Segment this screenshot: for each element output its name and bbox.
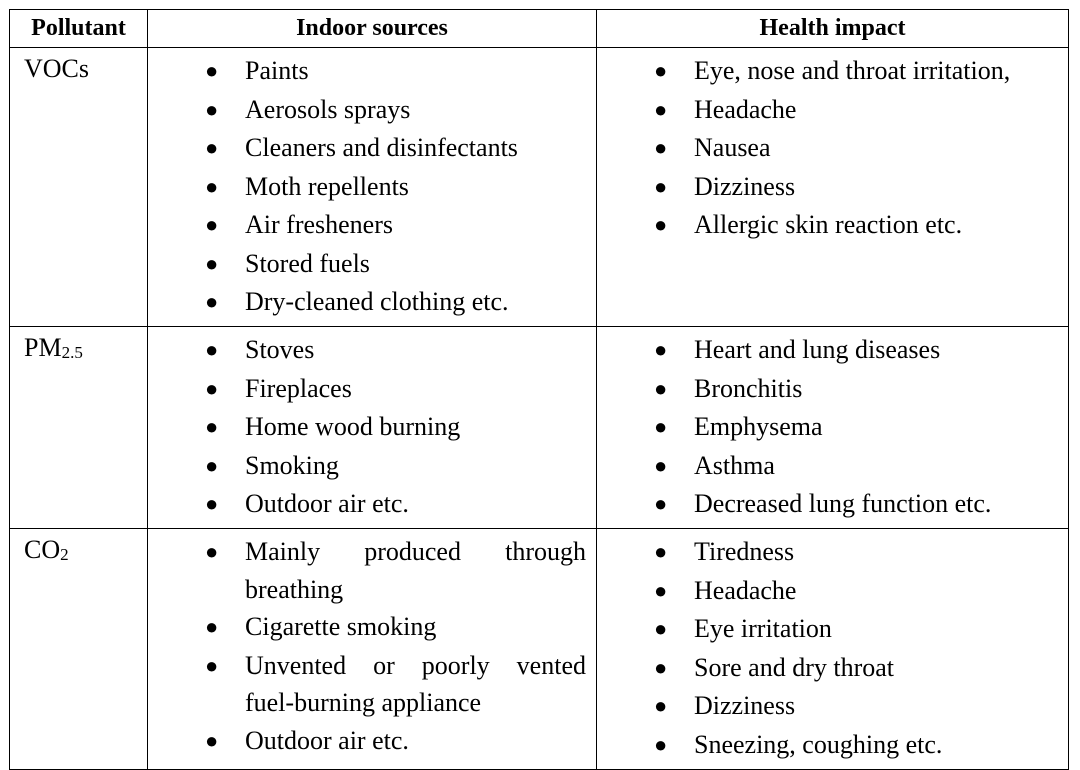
list-item-text: Smoking [245,450,339,480]
bullet-icon: ● [654,212,668,237]
bullet-icon: ● [654,539,668,564]
list-item-text: Bronchitis [694,373,803,403]
list-item [148,91,586,130]
bullet-icon: ● [205,614,219,639]
list-item [597,485,1058,524]
health-impact-cell [597,327,1069,529]
list-item-text: Heart and lung diseases [694,335,941,364]
list-item [597,129,1058,168]
list-item [597,447,1058,486]
list-item [597,331,1058,370]
list-item [148,206,586,245]
pollutant-label: VOCs [24,54,90,83]
bullet-icon: ● [205,727,219,753]
bullet-icon: ● [205,539,219,564]
pollutant-name [10,48,148,327]
bullet-icon: ● [205,212,219,237]
bullet-icon: ● [205,289,219,314]
row-co2 [10,529,1069,770]
pollutant-subscript: 2 [60,545,69,564]
list-item-text: Cigarette smoking [245,612,437,641]
list-item [597,726,1058,765]
bullet-icon: ● [205,173,219,199]
list-item [148,245,586,284]
list-item-text-line1: Unvented or poorly vented [245,650,586,680]
list-item-text: Nausea [694,133,771,162]
list-item [148,722,586,761]
list-item [597,206,1058,245]
list-item-text: Eye, nose and throat irritation, [694,56,1011,85]
list-item-text-line2: breathing [245,574,344,604]
bullet-icon: ● [654,452,668,478]
list-item [597,572,1058,611]
health-impact-cell-list [597,48,1068,249]
header-health-impact: Health impact [597,10,1069,48]
pollutant-subscript: 2.5 [61,343,83,362]
bullet-icon: ● [205,58,219,83]
indoor-sources-cell [148,48,597,327]
pollutant-name [10,327,148,529]
bullet-icon: ● [654,616,668,641]
list-item [148,168,586,207]
pollutant-label: PM [24,333,62,362]
list-item [148,283,586,322]
list-item-text: Sore and dry throat [694,652,895,682]
bullet-icon: ● [654,654,668,680]
list-item [148,52,586,91]
list-item-text: Paints [245,56,309,85]
bullet-icon: ● [205,250,219,276]
pollutant-table [9,9,1069,770]
bullet-icon: ● [205,96,219,122]
list-item-text: Moth repellents [245,171,409,201]
list-item [597,533,1058,572]
list-item-text: Headache [694,575,797,605]
list-item-text-line1: Mainly produced through [245,537,586,566]
bullet-icon: ● [205,135,219,160]
list-item [597,408,1058,447]
bullet-icon: ● [654,414,668,439]
bullet-icon: ● [654,337,668,362]
list-item [597,610,1058,649]
list-item [148,533,586,608]
list-item-text: Allergic skin reaction etc. [694,210,963,239]
list-item [148,129,586,168]
pollutant-label: CO [24,535,61,564]
header-indoor-sources: Indoor sources [148,10,597,48]
list-item-text: Headache [694,94,797,124]
indoor-sources-cell [148,529,597,770]
bullet-icon: ● [205,652,219,678]
list-item [148,370,586,409]
header-row [10,10,1069,48]
list-item [148,447,586,486]
list-item [148,408,586,447]
health-impact-cell [597,529,1069,770]
health-impact-cell [597,48,1069,327]
list-item [597,91,1058,130]
bullet-icon: ● [654,58,668,83]
pollutant-name [10,529,148,770]
list-item-text-line2: fuel-burning appliance [245,688,482,717]
list-item [148,485,586,524]
list-item [597,370,1058,409]
list-item-text: Eye irritation [694,614,832,643]
bullet-icon: ● [205,337,219,362]
bullet-icon: ● [205,375,219,401]
list-item-text: Fireplaces [245,373,352,403]
list-item [148,647,586,722]
bullet-icon: ● [654,135,668,160]
list-item-text: Air fresheners [245,210,393,239]
list-item-text: Tiredness [694,537,795,566]
bullet-icon: ● [205,452,219,478]
list-item-text: Sneezing, coughing etc. [694,729,943,759]
list-item-text: Outdoor air etc. [245,489,409,518]
list-item-text: Home wood burning [245,412,461,441]
health-impact-cell-list [597,327,1068,528]
list-item [597,52,1058,91]
indoor-sources-cell-list [148,48,596,326]
bullet-icon: ● [654,577,668,603]
list-item-text: Stoves [245,335,315,364]
bullet-icon: ● [205,414,219,439]
list-item-text: Aerosols sprays [245,94,411,124]
bullet-icon: ● [654,491,668,516]
list-item-text: Dry-cleaned clothing etc. [245,287,509,316]
list-item [148,608,586,647]
list-item-text: Cleaners and disinfectants [245,133,518,162]
indoor-sources-cell-list [148,327,596,528]
health-impact-cell-list [597,529,1068,768]
list-item [597,649,1058,688]
bullet-icon: ● [654,96,668,122]
list-item-text: Decreased lung function etc. [694,489,992,518]
list-item-text: Asthma [694,450,775,480]
header-pollutant: Pollutant [10,10,148,48]
list-item [148,331,586,370]
row-vocs [10,48,1069,327]
indoor-sources-cell [148,327,597,529]
table-body [10,48,1069,770]
row-pm25 [10,327,1069,529]
bullet-icon: ● [654,375,668,401]
list-item-text: Emphysema [694,412,823,441]
bullet-icon: ● [654,173,668,199]
list-item-text: Outdoor air etc. [245,725,409,755]
list-item [597,687,1058,726]
list-item-text: Dizziness [694,171,796,201]
bullet-icon: ● [654,693,668,718]
list-item [597,168,1058,207]
indoor-sources-cell-list [148,529,596,764]
list-item-text: Stored fuels [245,248,370,278]
bullet-icon: ● [654,731,668,757]
list-item-text: Dizziness [694,691,796,720]
bullet-icon: ● [205,491,219,516]
